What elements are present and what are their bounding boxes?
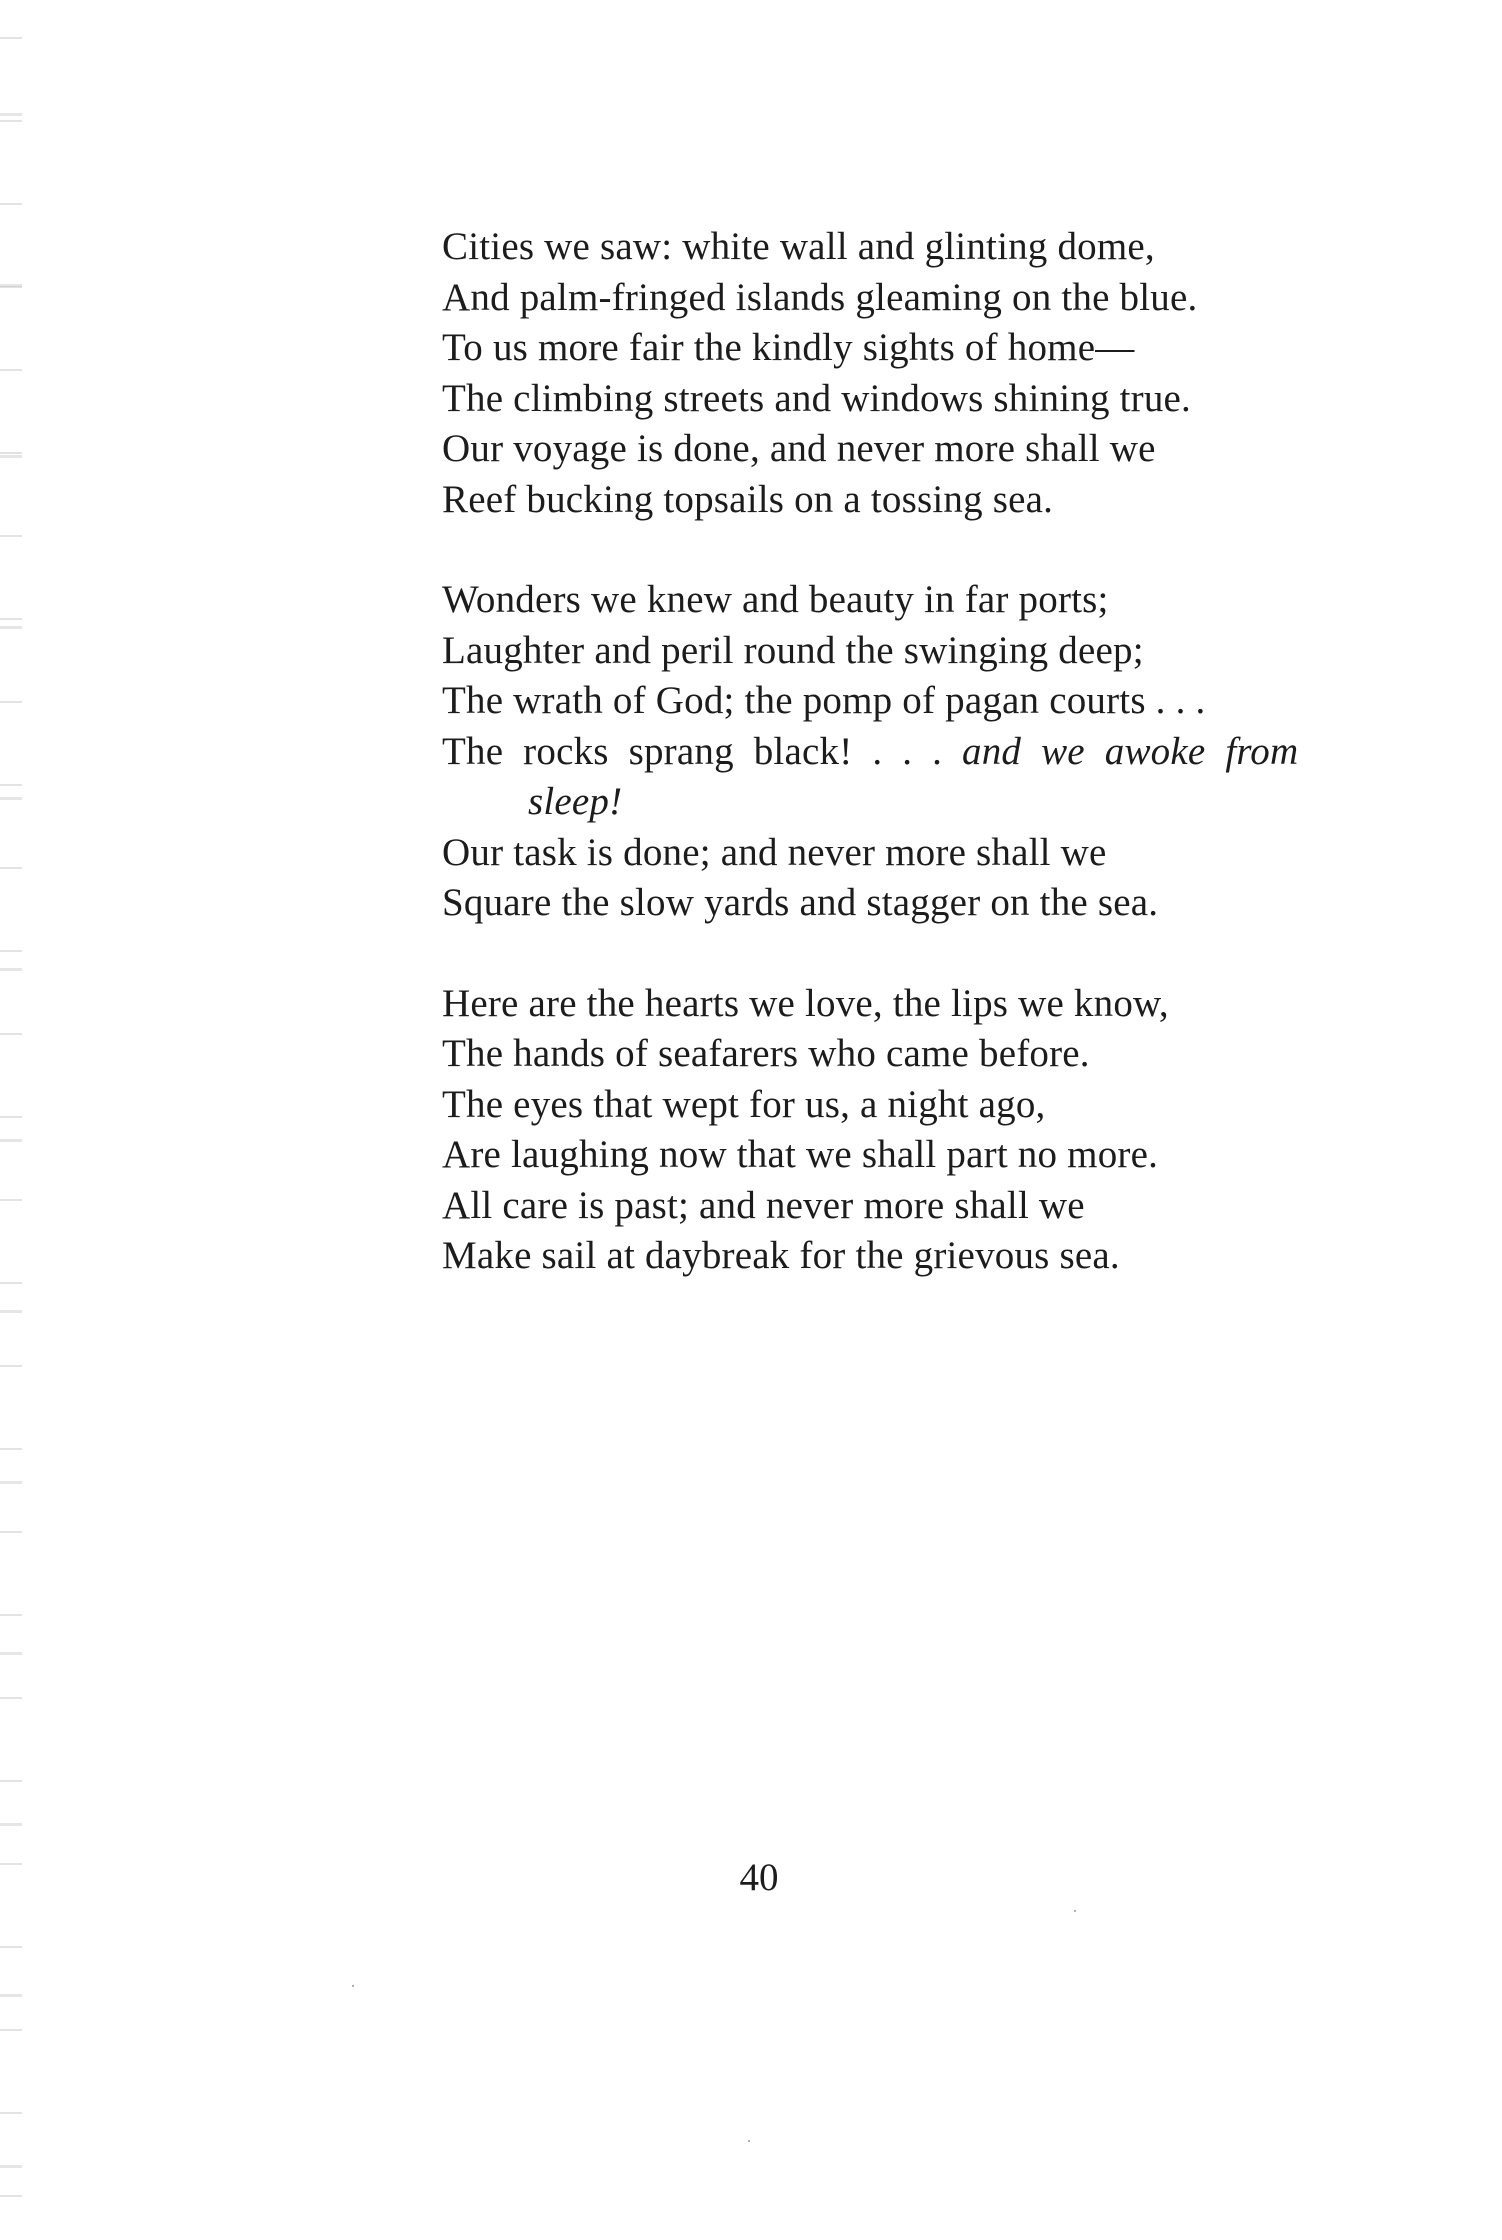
poem-line-italic: and we awoke from	[962, 729, 1299, 773]
paper-speck	[748, 2140, 750, 2142]
poem-line: Square the slow yards and stagger on the sea.	[442, 881, 1159, 924]
stanza-1	[442, 222, 1462, 525]
page-number: 40	[739, 1856, 779, 1899]
poem-line: The eyes that wept for us, a night ago,	[442, 1082, 1046, 1126]
poem-line: The climbing streets and windows shining true.	[442, 376, 1192, 420]
poem-body	[442, 222, 1462, 1332]
paper-speck	[1074, 1910, 1076, 1912]
poem-line: Here are the hearts we love, the lips we know,	[442, 981, 1169, 1025]
page-edge-shadow	[0, 0, 22, 2240]
poem-line: Our voyage is done, and never more shall we	[442, 427, 1156, 470]
poem-line-continuation: sleep!	[528, 780, 623, 823]
poem-line: The hands of seafarers who came before.	[442, 1032, 1090, 1075]
poem-line: Reef bucking topsails on a tossing sea.	[442, 477, 1054, 521]
poem-line: Cities we saw: white wall and glinting dome,	[442, 225, 1155, 268]
poem-line: Are laughing now that we shall part no more.	[442, 1133, 1159, 1176]
poem-line	[442, 727, 1462, 778]
poem-line-roman: The rocks sprang black! . . .	[442, 729, 943, 773]
paper-speck	[352, 1985, 354, 1987]
poem-line: Our task is done; and never more shall we	[442, 830, 1107, 874]
stanza-2	[442, 575, 1462, 929]
poem-line: And palm-fringed islands gleaming on the blue.	[442, 275, 1198, 319]
poem-line: Make sail at daybreak for the grievous sea.	[442, 1234, 1120, 1277]
poem-line: The wrath of God; the pomp of pagan courts . . .	[442, 679, 1206, 722]
poem-line: To us more fair the kindly sights of home—	[442, 326, 1135, 369]
poem-line: Wonders we knew and beauty in far ports;	[442, 578, 1109, 621]
poem-line: All care is past; and never more shall we	[442, 1183, 1085, 1227]
poem-line: Laughter and peril round the swinging deep;	[442, 628, 1144, 672]
stanza-3	[442, 979, 1462, 1282]
